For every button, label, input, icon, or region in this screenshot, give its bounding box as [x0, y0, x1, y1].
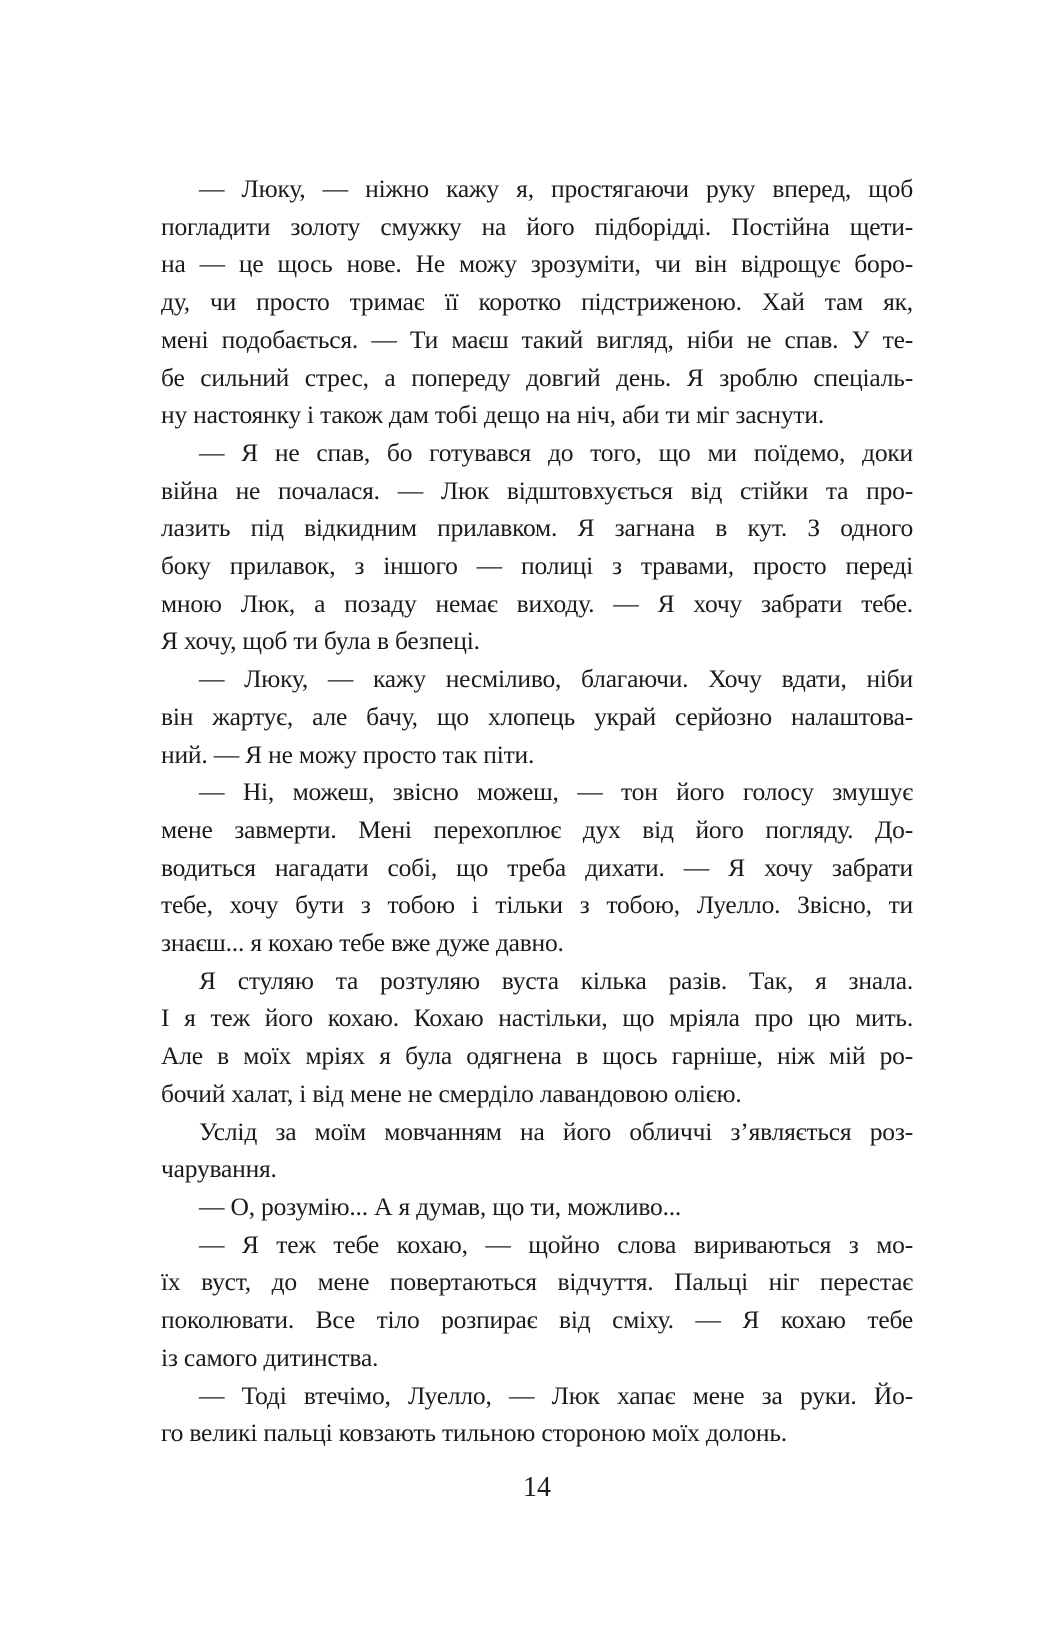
text-line: на — це щось нове. Не можу зрозуміти, чи він відрощує боро-: [161, 249, 913, 279]
text-line: чарування.: [161, 1154, 277, 1184]
text-line: водиться нагадати собі, що треба дихати. — Я хочу забрати: [161, 852, 913, 882]
text-line: І я теж його кохаю. Кохаю настільки, що мріяла про цю мить.: [161, 1003, 913, 1033]
text-line: бе сильний стрес, а попереду довгий день. Я зроблю спеціаль-: [161, 362, 913, 392]
text-line: із самого дитинства.: [161, 1342, 379, 1372]
text-line: знаєш... я кохаю тебе вже дуже давно.: [161, 928, 564, 958]
text-line: погладити золоту смужку на його підборідді. Постійна щети-: [161, 211, 913, 241]
text-line: — Я не спав, бо готувався до того, що ми поїдемо, доки: [199, 437, 913, 467]
page-text: [161, 170, 913, 1452]
text-line: Услід за моїм мовчанням на його обличчі з’являється роз-: [199, 1116, 913, 1146]
text-line: мене завмерти. Мені перехоплює дух від його погляду. До-: [161, 814, 913, 844]
text-line: тебе, хочу бути з тобою і тільки з тобою, Луелло. Звісно, ти: [161, 890, 913, 920]
text-line: ний. — Я не можу просто так піти.: [161, 739, 535, 769]
text-line: ду, чи просто тримає її коротко підстриженою. Хай там як,: [161, 287, 913, 317]
paragraph: [161, 660, 913, 773]
text-line: лазить під відкидним прилавком. Я загнана в кут. З одного: [161, 513, 913, 543]
text-line: — Люку, — ніжно кажу я, простягаючи руку вперед, щоб: [199, 174, 913, 203]
text-line: — Тоді втечімо, Луелло, — Люк хапає мене за руки. Йо-: [199, 1380, 913, 1410]
text-line: їх вуст, до мене повертаються відчуття. Пальці ніг перестає: [161, 1267, 913, 1297]
text-line: боку прилавок, з іншого — полиці з травами, просто переді: [161, 551, 913, 581]
text-line: — Люку, — кажу несміливо, благаючи. Хочу вдати, ніби: [199, 664, 913, 694]
text-line: мені подобається. — Ти маєш такий вигляд, ніби не спав. У те-: [161, 324, 913, 354]
text-line: Я хочу, щоб ти була в безпеці.: [161, 626, 480, 656]
paragraph: [161, 1377, 913, 1452]
paragraph: [161, 1113, 913, 1188]
text-line: го великі пальці ковзають тильною стороною моїх долонь.: [161, 1418, 787, 1448]
text-line: — Я теж тебе кохаю, — щойно слова вириваються з мо-: [199, 1229, 913, 1259]
paragraph: [161, 1226, 913, 1377]
text-line: поколювати. Все тіло розпирає від сміху. — Я кохаю тебе: [161, 1305, 913, 1335]
text-line: — О, розумію... А я думав, що ти, можливо...: [199, 1191, 682, 1221]
text-line: Я стуляю та розтуляю вуста кілька разів. Так, я знала.: [199, 965, 913, 995]
paragraph: [161, 962, 913, 1113]
text-line: мною Люк, а позаду немає виходу. — Я хочу забрати тебе.: [161, 588, 913, 618]
text-line: ну настоянку і також дам тобі дещо на ніч, аби ти міг заснути.: [161, 400, 824, 430]
paragraph: [161, 434, 913, 660]
text-line: Але в моїх мріях я була одягнена в щось гарніше, ніж мій ро-: [161, 1041, 913, 1071]
paragraph: [161, 1188, 913, 1226]
paragraph: [161, 170, 913, 434]
text-line: він жартує, але бачу, що хлопець украй серйозно налаштова-: [161, 701, 913, 731]
text-line: — Ні, можеш, звісно можеш, — тон його голосу змушує: [199, 777, 913, 807]
page-number: 14: [523, 1472, 551, 1503]
paragraph: [161, 773, 913, 962]
text-line: війна не почалася. — Люк відштовхується від стійки та про-: [161, 475, 913, 505]
text-line: бочий халат, і від мене не смерділо лавандовою олією.: [161, 1078, 742, 1108]
